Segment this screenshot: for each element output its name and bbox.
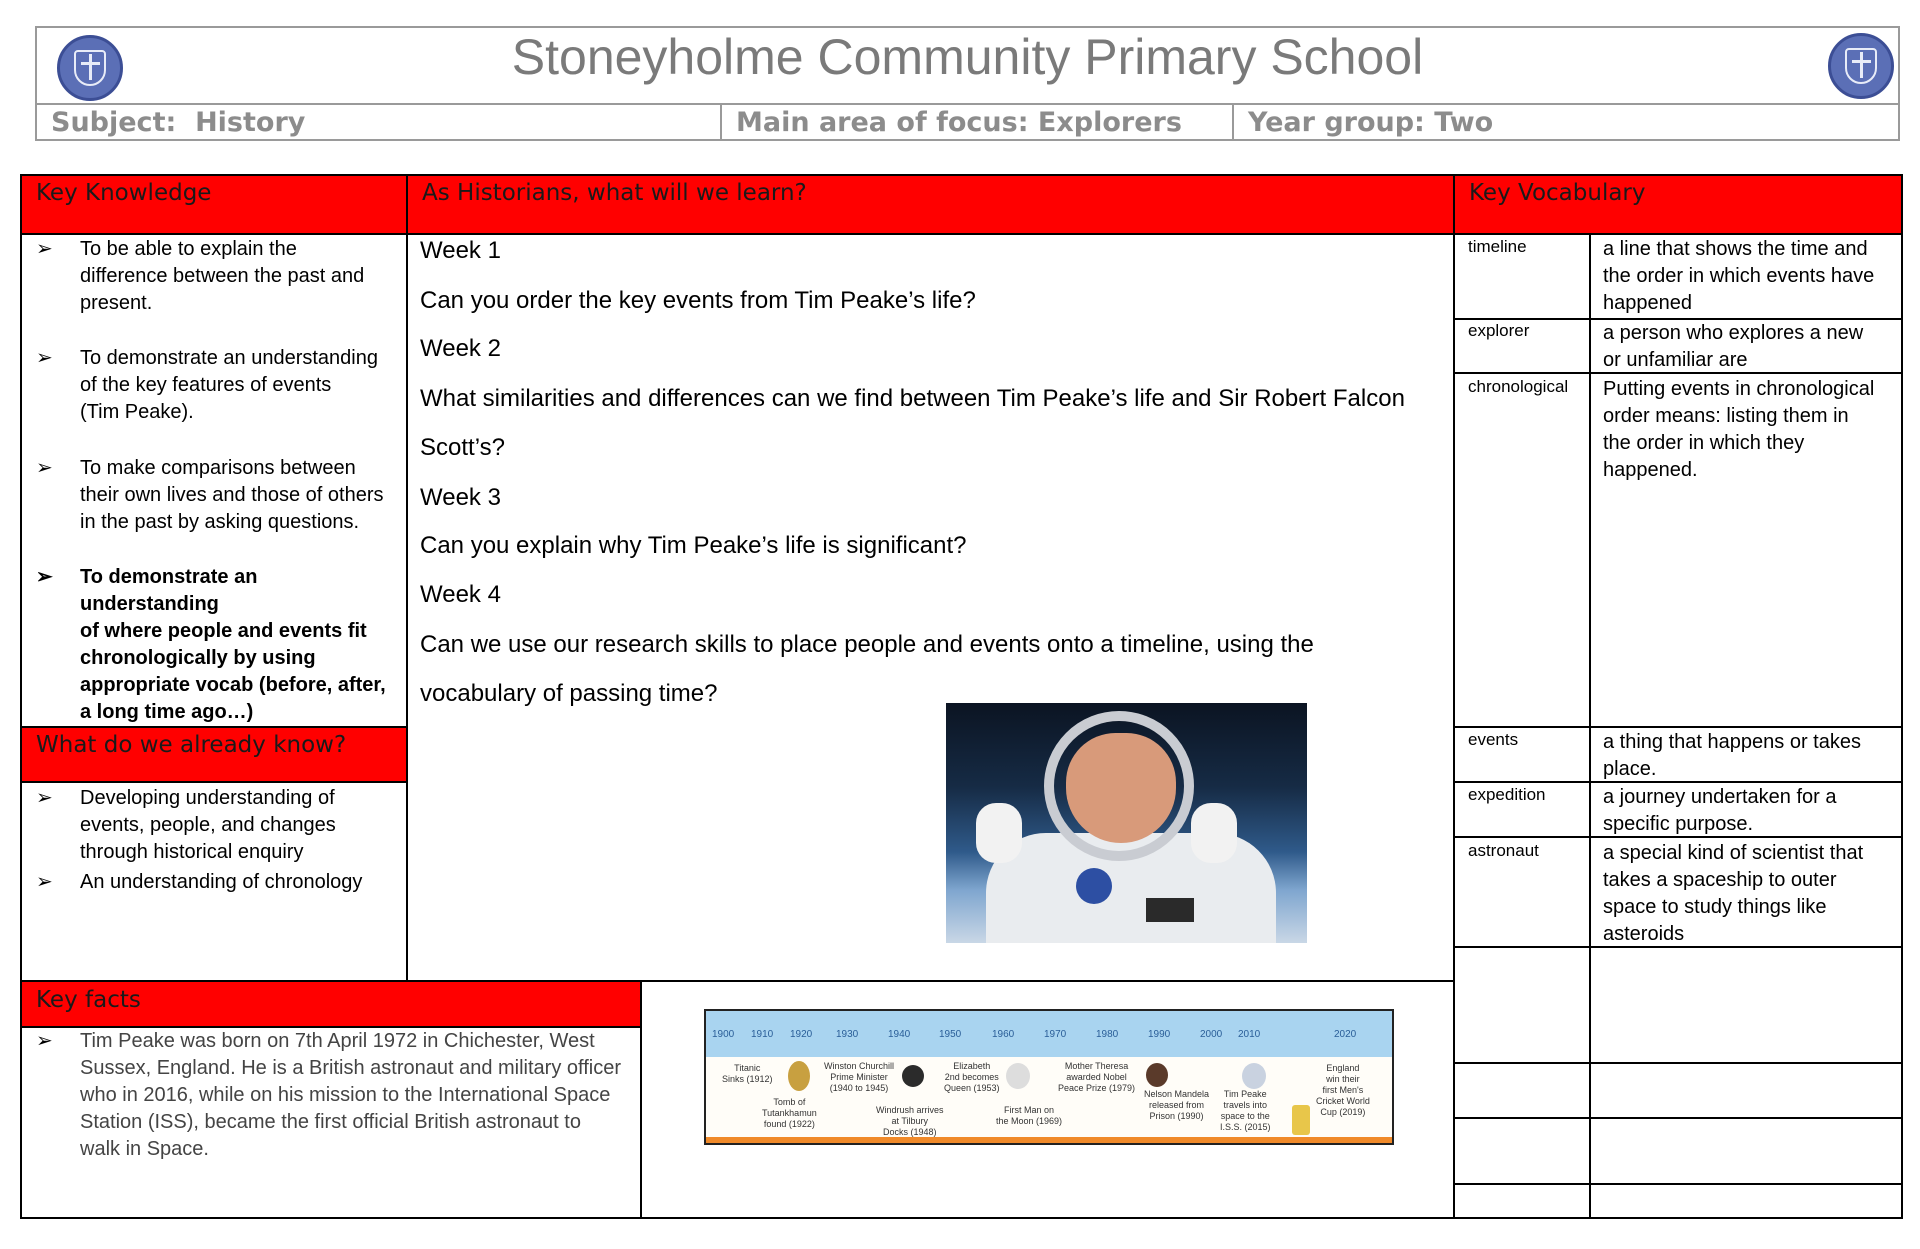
timeline-year: 1900 <box>712 1029 735 1040</box>
timeline-year: 1960 <box>992 1029 1015 1040</box>
timeline-event: Titanic Sinks (1912) <box>722 1063 773 1084</box>
school-name: Stoneyholme Community Primary School <box>511 29 1424 85</box>
mandela-icon <box>1146 1063 1168 1087</box>
vocab-word: timeline <box>1468 237 1527 256</box>
vocab-word: explorer <box>1468 321 1530 340</box>
timeline-year: 1910 <box>751 1029 774 1040</box>
week-2-question-cont: Scott’s? <box>420 434 505 461</box>
key-knowledge-heading: Key Knowledge <box>22 175 406 234</box>
list-item <box>36 785 396 867</box>
vocab-word: chronological <box>1468 377 1569 396</box>
timeline-event: Nelson Mandela released from Prison (1990) <box>1144 1089 1210 1121</box>
astronaut-photo <box>946 703 1307 943</box>
week-4-label: Week 4 <box>420 581 501 608</box>
vocab-definition-line: a line that shows the time and <box>1603 238 1868 260</box>
vocab-definition-line: a special kind of scientist that <box>1603 842 1864 864</box>
grid-line <box>20 1217 1903 1219</box>
key-facts-line: who in 2016, while on his mission to the International Space <box>80 1084 611 1106</box>
bullet-arrow-icon: ➢ <box>36 787 53 809</box>
cricket-trophy-icon <box>1292 1105 1310 1135</box>
vocab-definition-line: takes a spaceship to outer <box>1603 869 1837 891</box>
list-item-line: in the past by asking questions. <box>80 511 360 533</box>
vocab-definition <box>1603 320 1893 374</box>
vocab-definition-line: a person who explores a new <box>1603 322 1864 344</box>
vocab-definition-line: place. <box>1603 758 1657 780</box>
grid-line <box>20 174 22 1219</box>
list-item-line: their own lives and those of others <box>80 484 384 506</box>
tim-peake-icon <box>1242 1063 1266 1089</box>
vocab-definition-line: asteroids <box>1603 923 1685 945</box>
vocab-definition-line: the order in which events have <box>1603 265 1875 287</box>
bullet-arrow-icon: ➢ <box>36 457 53 479</box>
list-item-line: difference between the past and <box>80 265 365 287</box>
bullet-arrow-icon: ➢ <box>36 238 53 260</box>
timeline-year: 1950 <box>939 1029 962 1040</box>
list-item-line: of the key features of events <box>80 374 332 396</box>
vocab-definition <box>1603 729 1893 783</box>
list-item-line: Developing understanding of <box>80 787 335 809</box>
week-4-question-cont: vocabulary of passing time? <box>420 680 718 707</box>
vocab-definition-line: happened. <box>1603 459 1698 481</box>
week-2-label: Week 2 <box>420 335 501 362</box>
timeline-year: 2010 <box>1238 1029 1261 1040</box>
list-item <box>36 345 396 427</box>
week-3-label: Week 3 <box>420 484 501 511</box>
tutankhamun-icon <box>788 1061 810 1091</box>
timeline-event: Tim Peake travels into space to the I.S.S. (2015) <box>1220 1089 1271 1132</box>
key-facts-line: walk in Space. <box>80 1138 209 1160</box>
list-item-line: An understanding of chronology <box>80 871 363 893</box>
list-item-line: appropriate vocab (before, after, <box>80 674 386 696</box>
week-1-question: Can you order the key events from Tim Peake’s life? <box>420 287 976 314</box>
vocab-definition <box>1603 236 1893 317</box>
timeline-year: 2000 <box>1200 1029 1223 1040</box>
vocab-definition-line: space to study things like <box>1603 896 1827 918</box>
week-4-question: Can we use our research skills to place people and events onto a timeline, using the <box>420 631 1314 658</box>
grid-line <box>20 174 1903 176</box>
grid-line <box>1453 1117 1903 1119</box>
vocab-definition-line: the order in which they <box>1603 432 1805 454</box>
timeline-year: 1970 <box>1044 1029 1067 1040</box>
timeline-event: Tomb of Tutankhamun found (1922) <box>762 1097 817 1129</box>
learn-heading: As Historians, what will we learn? <box>408 175 1453 234</box>
grid-line <box>1453 726 1903 728</box>
key-facts-line: Station (ISS), became the first official British astronaut to <box>80 1111 581 1133</box>
vocab-definition-line: Putting events in chronological <box>1603 378 1875 400</box>
list-item-line: To be able to explain the <box>80 238 297 260</box>
list-item-line: through historical enquiry <box>80 841 304 863</box>
list-item-line: (Tim Peake). <box>80 401 194 423</box>
list-item-line: events, people, and changes <box>80 814 336 836</box>
list-item-line: a long time ago…) <box>80 701 254 723</box>
list-item <box>36 236 396 318</box>
week-3-question: Can you explain why Tim Peake’s life is significant? <box>420 532 967 559</box>
key-facts-line: Tim Peake was born on 7th April 1972 in Chichester, West <box>80 1030 595 1052</box>
vocab-definition-line: or unfamiliar are <box>1603 349 1748 371</box>
vocab-definition-line: order means: listing them in <box>1603 405 1849 427</box>
grid-line <box>1453 1062 1903 1064</box>
key-facts-line: Sussex, England. He is a British astronaut and military officer <box>80 1057 621 1079</box>
key-facts-text <box>80 1028 640 1163</box>
timeline-year: 2020 <box>1334 1029 1357 1040</box>
year-group-label: Year group: Two <box>1248 107 1494 138</box>
list-item-line: of where people and events fit <box>80 620 367 642</box>
timeline-event: Windrush arrives at Tilbury Docks (1948) <box>876 1105 944 1137</box>
vocab-definition-line: a journey undertaken for a <box>1603 786 1837 808</box>
history-timeline-image <box>704 1009 1394 1145</box>
subject-label: Subject: History <box>51 107 306 138</box>
timeline-event: Elizabeth 2nd becomes Queen (1953) <box>944 1061 1000 1093</box>
bullet-arrow-icon: ➢ <box>36 347 53 369</box>
vocab-definition-line: a thing that happens or takes <box>1603 731 1861 753</box>
list-item-line: present. <box>80 292 153 314</box>
vocab-definition-line: specific purpose. <box>1603 813 1754 835</box>
timeline-event: Mother Theresa awarded Nobel Peace Prize (1979) <box>1058 1061 1136 1093</box>
already-know-heading: What do we already know? <box>22 727 406 782</box>
vocab-word: events <box>1468 730 1519 749</box>
timeline-year: 1940 <box>888 1029 911 1040</box>
list-item-line: To demonstrate an understanding <box>80 347 378 369</box>
key-vocabulary-heading: Key Vocabulary <box>1455 175 1901 234</box>
timeline-year: 1980 <box>1096 1029 1119 1040</box>
list-item <box>36 869 396 897</box>
timeline-year: 1990 <box>1148 1029 1171 1040</box>
key-facts-heading: Key facts <box>22 982 640 1026</box>
list-item-line: chronologically by using <box>80 647 316 669</box>
timeline-year: 1920 <box>790 1029 813 1040</box>
list-item-line: To make comparisons between <box>80 457 356 479</box>
timeline-event: England win their first Men's Cricket World Cup (2019) <box>1316 1063 1370 1117</box>
churchill-icon <box>902 1065 924 1087</box>
bullet-arrow-icon: ➢ <box>36 566 53 588</box>
timeline-event: Winston Churchill Prime Minister (1940 to 1945) <box>824 1061 895 1093</box>
grid-line <box>640 980 642 1219</box>
bullet-arrow-icon: ➢ <box>36 871 53 893</box>
grid-line <box>20 781 408 783</box>
grid-line <box>20 980 1455 982</box>
timeline-event: First Man on the Moon (1969) <box>996 1105 1063 1126</box>
list-item <box>36 455 396 537</box>
grid-line <box>1453 1183 1903 1185</box>
school-crest-left-icon <box>57 35 123 101</box>
list-item-line: To demonstrate an understanding <box>80 566 258 615</box>
bullet-arrow-icon: ➢ <box>36 1030 53 1052</box>
grid-line <box>406 174 408 982</box>
vocab-word: astronaut <box>1468 841 1539 860</box>
vocab-definition <box>1603 376 1893 484</box>
vocab-definition-line: happened <box>1603 292 1692 314</box>
timeline-border <box>706 1137 1392 1143</box>
vocab-definition <box>1603 840 1893 948</box>
list-item <box>36 564 396 723</box>
vocab-definition <box>1603 784 1893 838</box>
week-2-question: What similarities and differences can we find between Tim Peake’s life and Sir Robert Falcon <box>420 385 1405 412</box>
school-crest-right-icon <box>1828 33 1894 99</box>
timeline-year: 1930 <box>836 1029 859 1040</box>
vocab-word: expedition <box>1468 785 1546 804</box>
grid-line <box>20 233 1903 235</box>
moon-astronaut-icon <box>1006 1063 1030 1089</box>
week-1-label: Week 1 <box>420 237 501 264</box>
focus-label: Main area of focus: Explorers <box>736 107 1182 138</box>
grid-line <box>20 726 408 728</box>
